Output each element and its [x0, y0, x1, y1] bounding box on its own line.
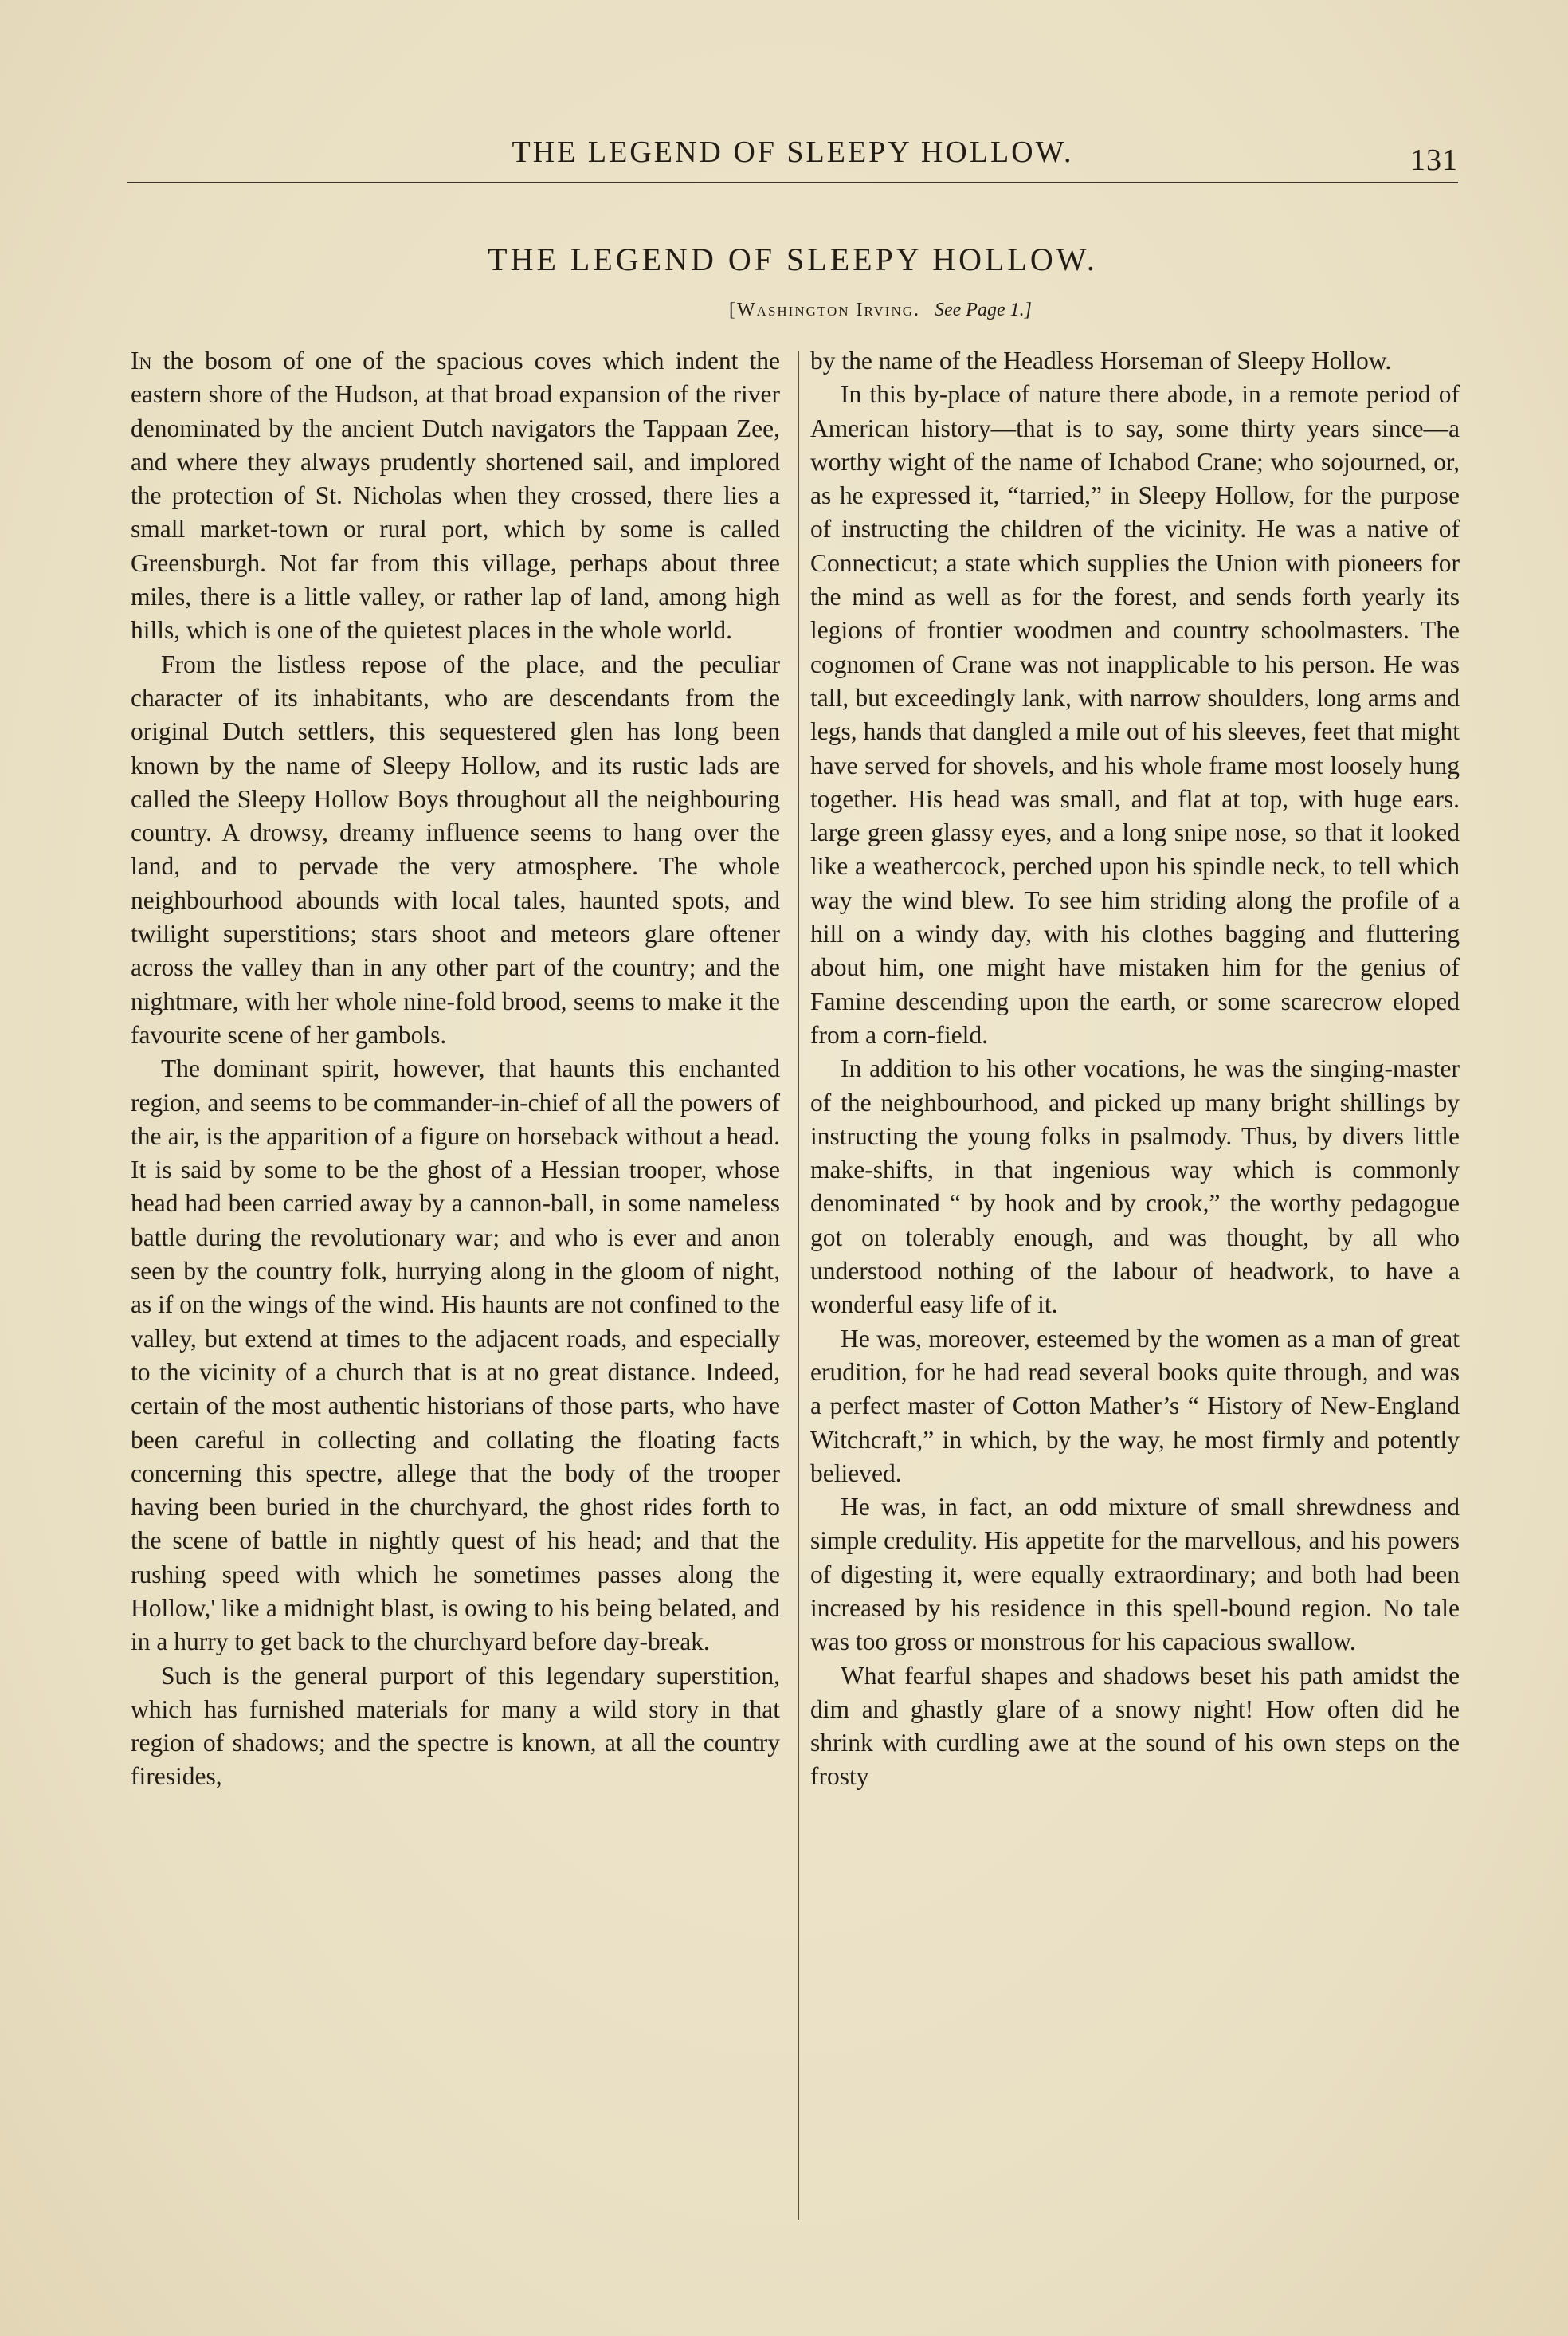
- article-title: THE LEGEND OF SLEEPY HOLLOW.: [488, 241, 1098, 277]
- paragraph: In addition to his other vocations, he was the singing-master of the neighbourhood, and picked up many bright shillings by instructing the young folks in psalmody. Thus, by divers little make-shifts, in that ingenious way which is commonly denominated “ by hook and by crook,” the worthy pedagogue got on tolerably enough, and was thought, by all who understood nothing of the labour of headwork, to have a wonderful easy life of it.: [810, 1054, 1460, 1319]
- left-column: [131, 344, 780, 1794]
- paragraph: He was, moreover, esteemed by the women as a man of great erudition, for he had read several books quite through, and was a perfect master of Cotton Mather’s “ History of New-England Witchcraft,” in which, by the way, he most firmly and potently believed.: [810, 1324, 1460, 1487]
- paragraph: In this by-place of nature there abode, in a remote period of American history—that is to say, some thirty years since—a worthy wight of the name of Ichabod Crane; who sojourned, or, as he expressed it, “tarried,” in Sleepy Hollow, for the purpose of instructing the children of the vicinity. He was a native of Connecticut; a state which supplies the Union with pioneers for the mind as well as for the forest, and sends forth yearly its legions of frontier woodmen and country schoolmasters. The cognomen of Crane was not inapplicable to his person. He was tall, but exceedingly lank, with narrow shoulders, long arms and legs, hands that dangled a mile out of his sleeves, feet that might have served for shovels, and his whole frame most loosely hung together. His head was small, and flat at top, with huge ears. large green glassy eyes, and a long snipe nose, so that it looked like a weathercock, perched upon his spindle neck, to tell which way the wind blew. To see him striding along the profile of a hill on a windy day, with his clothes bagging and fluttering about him, one might have mistaken him for the genius of Famine descending upon the earth, or some scarecrow eloped from a corn-field.: [810, 380, 1460, 1049]
- running-head: [127, 132, 1458, 179]
- running-title: THE LEGEND OF SLEEPY HOLLOW.: [512, 135, 1074, 169]
- paragraph: What fearful shapes and shadows beset his path amidst the dim and ghastly glare of a snowy night! How often did he shrink with curdling awe at the sound of his own steps on the frosty: [810, 1661, 1460, 1791]
- page-number: 131: [1410, 143, 1458, 177]
- paragraph: by the name of the Headless Horseman of Sleepy Hollow.: [810, 347, 1392, 375]
- paragraph: [131, 344, 780, 648]
- byline-author: [Washington Irving.: [729, 300, 920, 320]
- byline: [127, 300, 1458, 321]
- opening-word: In: [131, 347, 152, 375]
- paragraph: The dominant spirit, however, that haunts this enchanted region, and seems to be commander-in-chief of all the powers of the air, is the apparition of a figure on horseback without a head. It is said by some to be the ghost of a Hessian trooper, whose head had been carried away by a cannon-ball, in some nameless battle during the revolutionary war; and who is ever and anon seen by the country folk, hurrying along in the gloom of night, as if on the wings of the wind. His haunts are not confined to the valley, but extend at times to the adjacent roads, and especially to the vicinity of a church that is at no great distance. Indeed, certain of the most authentic historians of those parts, who have been careful in collecting and collating the floating facts concerning this spectre, allege that the body of the trooper having been buried in the churchyard, the ghost rides forth to the scene of battle in nightly quest of his head; and that the rushing speed with which he sometimes passes along the Hollow,' like a midnight blast, is owing to his being belated, and in a hurry to get back to the churchyard before day-break.: [131, 1054, 780, 1656]
- paragraph: Such is the general purport of this legendary superstition, which has furnished materials for many a wild story in that region of shadows; and the spectre is known, at all the country firesides,: [131, 1661, 780, 1791]
- header-rule: [127, 182, 1458, 183]
- right-column: [810, 344, 1460, 1794]
- paragraph: From the listless repose of the place, and the peculiar character of its inhabitants, who are descendants from the original Dutch settlers, this sequestered glen has long been known by the name of Sleepy Hollow, and its rustic lads are called the Sleepy Hollow Boys throughout all the neighbouring country. A drowsy, dreamy influence seems to hang over the land, and to pervade the very atmosphere. The whole neighbourhood abounds with local tales, haunted spots, and twilight superstitions; stars shoot and meteors glare oftener across the valley than in any other part of the country; and the nightmare, with her whole nine-fold brood, seems to make it the favourite scene of her gambols.: [131, 650, 780, 1049]
- byline-page-reference: See Page 1.]: [935, 300, 1032, 320]
- paragraph: He was, in fact, an odd mixture of small shrewdness and simple credulity. His appetite for the marvellous, and his powers of digesting it, were equally extraordinary; and both had been increased by his residence in this spell-bound region. No tale was too gross or monstrous for his capacious swallow.: [810, 1493, 1460, 1656]
- paragraph-text: the bosom of one of the spacious coves which indent the eastern shore of the Hudson, at that broad expansion of the river denominated by the ancient Dutch navigators the Tappaan Zee, and where they always prudently shortened sail, and implored the protection of St. Nicholas when they crossed, there lies a small market-town or rural port, which by some is called Greensburgh. Not far from this village, perhaps about three miles, there is a little valley, or rather lap of land, among high hills, which is one of the quietest places in the whole world.: [131, 347, 780, 645]
- column-divider: [798, 351, 799, 2220]
